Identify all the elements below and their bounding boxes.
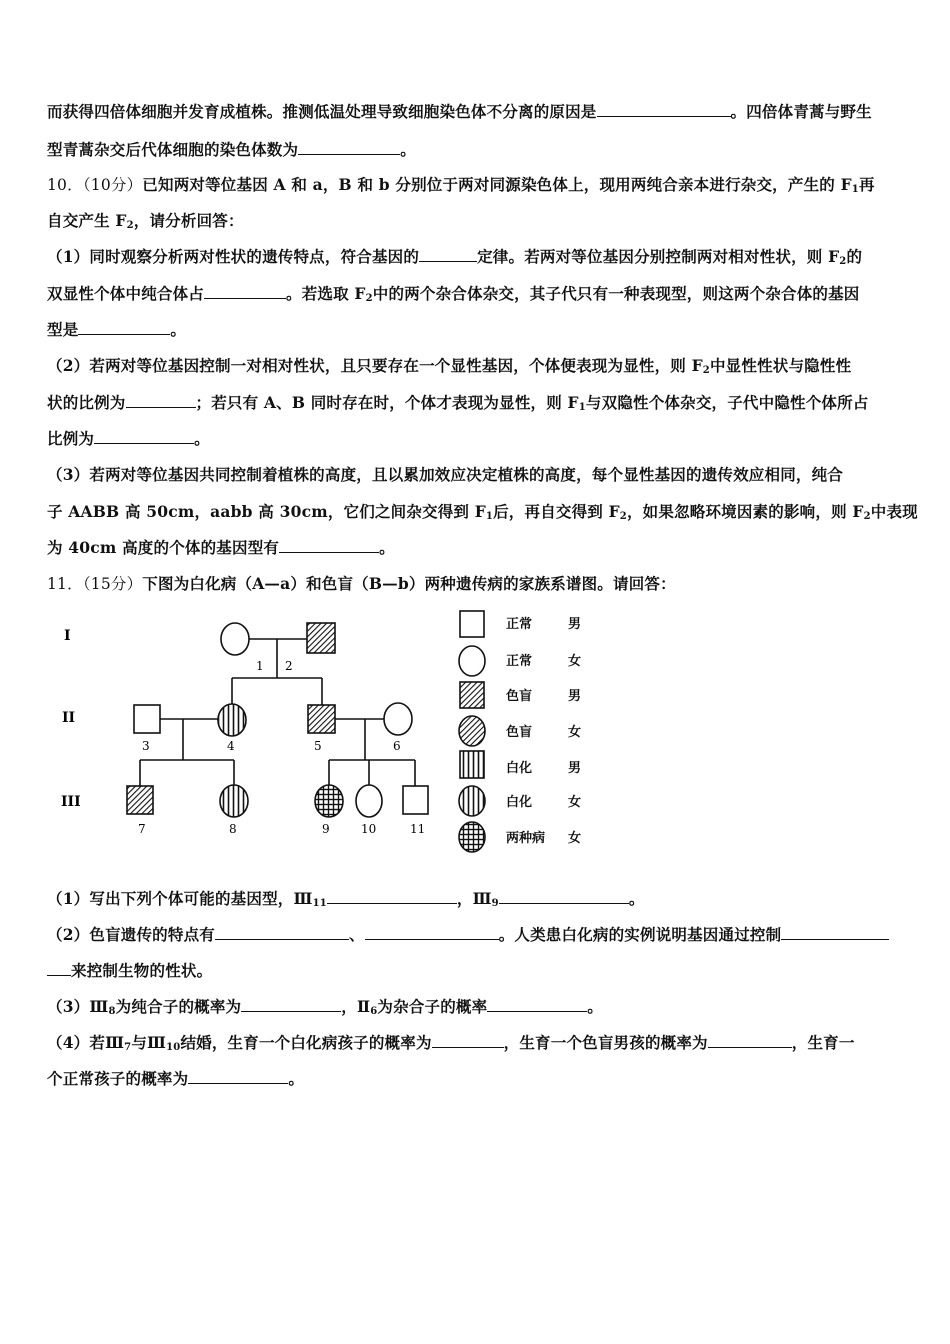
question-11-part-1: （1）写出下列个体可能的基因型，$Ⅲ_{11}$ ，$Ⅲ_9$ 。 (47, 889, 645, 909)
answer-blank[interactable] (204, 284, 286, 299)
answer-blank[interactable] (78, 320, 170, 335)
answer-blank[interactable] (365, 925, 499, 940)
legend-symbol-colorblind-male (460, 682, 484, 708)
individual-7-colorblind-male (127, 786, 153, 814)
legend-symbol-albino-female (459, 786, 485, 816)
legend-sex: 男 (568, 617, 582, 632)
individual-number: 2 (285, 659, 293, 673)
question-10-part-3: （3）若两对等位基因共同控制着植株的高度，且以累加效应决定植株的高度，每个显性基因的遗传效应相同，纯合 (47, 465, 843, 484)
answer-blank[interactable] (126, 393, 196, 408)
answer-blank[interactable] (419, 247, 477, 262)
question-10-stem: 10．（10分）已知两对等位基因 A 和 a，B 和 b 分别位于两对同源染色体上，现用两纯合亲本进行杂交，产生的 $F_1$再 (47, 175, 875, 195)
answer-blank[interactable] (279, 538, 379, 553)
answer-blank[interactable] (241, 997, 341, 1012)
answer-blank[interactable] (188, 1069, 288, 1084)
individual-number: 5 (314, 739, 322, 753)
text-line: 型青蒿杂交后代体细胞的染色体数为 。 (47, 140, 416, 159)
individual-number: 6 (393, 739, 401, 753)
individual-number: 9 (322, 822, 330, 836)
answer-blank[interactable] (499, 889, 629, 904)
answer-blank[interactable] (327, 889, 457, 904)
answer-blank[interactable] (47, 961, 71, 976)
pedigree-chart (47, 608, 607, 863)
legend-label: 两种病 (506, 831, 546, 846)
individual-number: 4 (227, 739, 235, 753)
answer-blank[interactable] (432, 1033, 504, 1048)
legend-label: 色盲 (506, 725, 533, 740)
question-11-part-4: （4）若$Ⅲ_7$与$Ⅲ_{10}$结婚，生育一个白化病孩子的概率为 ，生育一个色盲男孩的概率为 ，生育一 (47, 1033, 855, 1053)
individual-number: 10 (361, 822, 377, 836)
legend-symbol-colorblind-female (459, 716, 485, 746)
answer-blank[interactable] (597, 102, 731, 117)
text-line: 个正常孩子的概率为 。 (47, 1069, 305, 1088)
individual-2-colorblind-male (307, 623, 335, 653)
question-11-part-3: $(3)Ⅲ_8$为纯合子的概率为 ，$Ⅱ_6$为杂合子的概率 。 (47, 997, 603, 1017)
legend-symbol-normal-female (459, 646, 485, 676)
individual-number: 7 (138, 822, 146, 836)
legend-sex: 女 (568, 654, 582, 669)
legend-label: 正常 (506, 617, 533, 632)
answer-blank[interactable] (708, 1033, 792, 1048)
individual-3-normal-male (134, 705, 160, 733)
legend-label: 正常 (506, 654, 533, 669)
pedigree-legend (459, 611, 581, 852)
individual-9-both-diseases-female (315, 785, 343, 817)
text-line: 子 AABB 高 50cm，aabb 高 30cm，它们之间杂交得到 $F_1$后，再自交得到 $F_2$，如果忽略环境因素的影响，则 $F_2$中表现 (47, 502, 918, 522)
generation-label: II (62, 710, 76, 726)
legend-sex: 女 (568, 795, 582, 810)
text-line: 状的比例为 ；若只有 A、B 同时存在时，个体才表现为显性，则 $F_1$与双隐性个体杂交，子代中隐性个体所占 (47, 393, 869, 413)
individual-number: 8 (229, 822, 237, 836)
legend-label: 白化 (506, 761, 533, 776)
question-11-stem: 11．（15分）下图为白化病（A—a）和色盲（B—b）两种遗传病的家族系谱图。请回答： (47, 574, 676, 593)
answer-blank[interactable] (487, 997, 587, 1012)
legend-symbol-normal-male (460, 611, 484, 637)
text-line: 自交产生 $F_2$，请分析回答： (47, 211, 244, 231)
question-11-part-2: （2）色盲遗传的特点有 、 。人类患白化病的实例说明基因通过控制 (47, 924, 907, 946)
individual-number: 1 (256, 659, 264, 673)
answer-blank[interactable] (94, 429, 194, 444)
answer-blank[interactable] (215, 925, 349, 940)
individual-5-colorblind-male (308, 705, 335, 733)
question-10-part-2: （2）若两对等位基因控制一对相对性状，且只要存在一个显性基因，个体便表现为显性，则 $F_2$中显性性状与隐性性 (47, 356, 852, 376)
answer-blank[interactable] (781, 925, 889, 940)
legend-symbol-albino-male (460, 751, 484, 778)
legend-sex: 女 (568, 725, 582, 740)
legend-sex: 女 (568, 831, 582, 846)
individual-6-normal-female (384, 703, 412, 735)
text-line: 型是 。 (47, 320, 187, 339)
legend-sex: 男 (568, 761, 582, 776)
text-line: 比例为 。 (47, 429, 210, 448)
individual-11-normal-male (403, 786, 428, 814)
individual-1-normal-female (221, 623, 249, 655)
legend-label: 白化 (506, 795, 533, 810)
text-line: 来控制生物的性状。 (47, 960, 907, 982)
individual-8-albino-female (220, 785, 248, 817)
individual-10-normal-female (356, 785, 382, 817)
question-10-part-1: （1）同时观察分析两对性状的遗传特点，符合基因的 定律。若两对等位基因分别控制两对相对性状，则 $F_2$的 (47, 247, 863, 267)
text-line: 双显性个体中纯合体占 。若选取 $F_2$中的两个杂合体杂交，其子代只有一种表现型，则这两个杂合体的基因 (47, 284, 860, 304)
legend-symbol-both-diseases-female (459, 822, 485, 852)
generation-label: I (64, 628, 71, 644)
individual-number: 3 (142, 739, 150, 753)
legend-label: 色盲 (506, 689, 533, 704)
legend-sex: 男 (568, 689, 582, 704)
answer-blank[interactable] (298, 140, 400, 155)
individual-number: 11 (410, 822, 426, 836)
generation-label: III (61, 794, 81, 810)
pedigree-lines (140, 639, 415, 786)
individual-4-albino-female (218, 704, 246, 736)
text-line: 而获得四倍体细胞并发育成植株。推测低温处理导致细胞染色体不分离的原因是 。四倍体青蒿与野生 (47, 102, 872, 121)
text-line: 为 40cm 高度的个体的基因型有 。 (47, 538, 395, 557)
